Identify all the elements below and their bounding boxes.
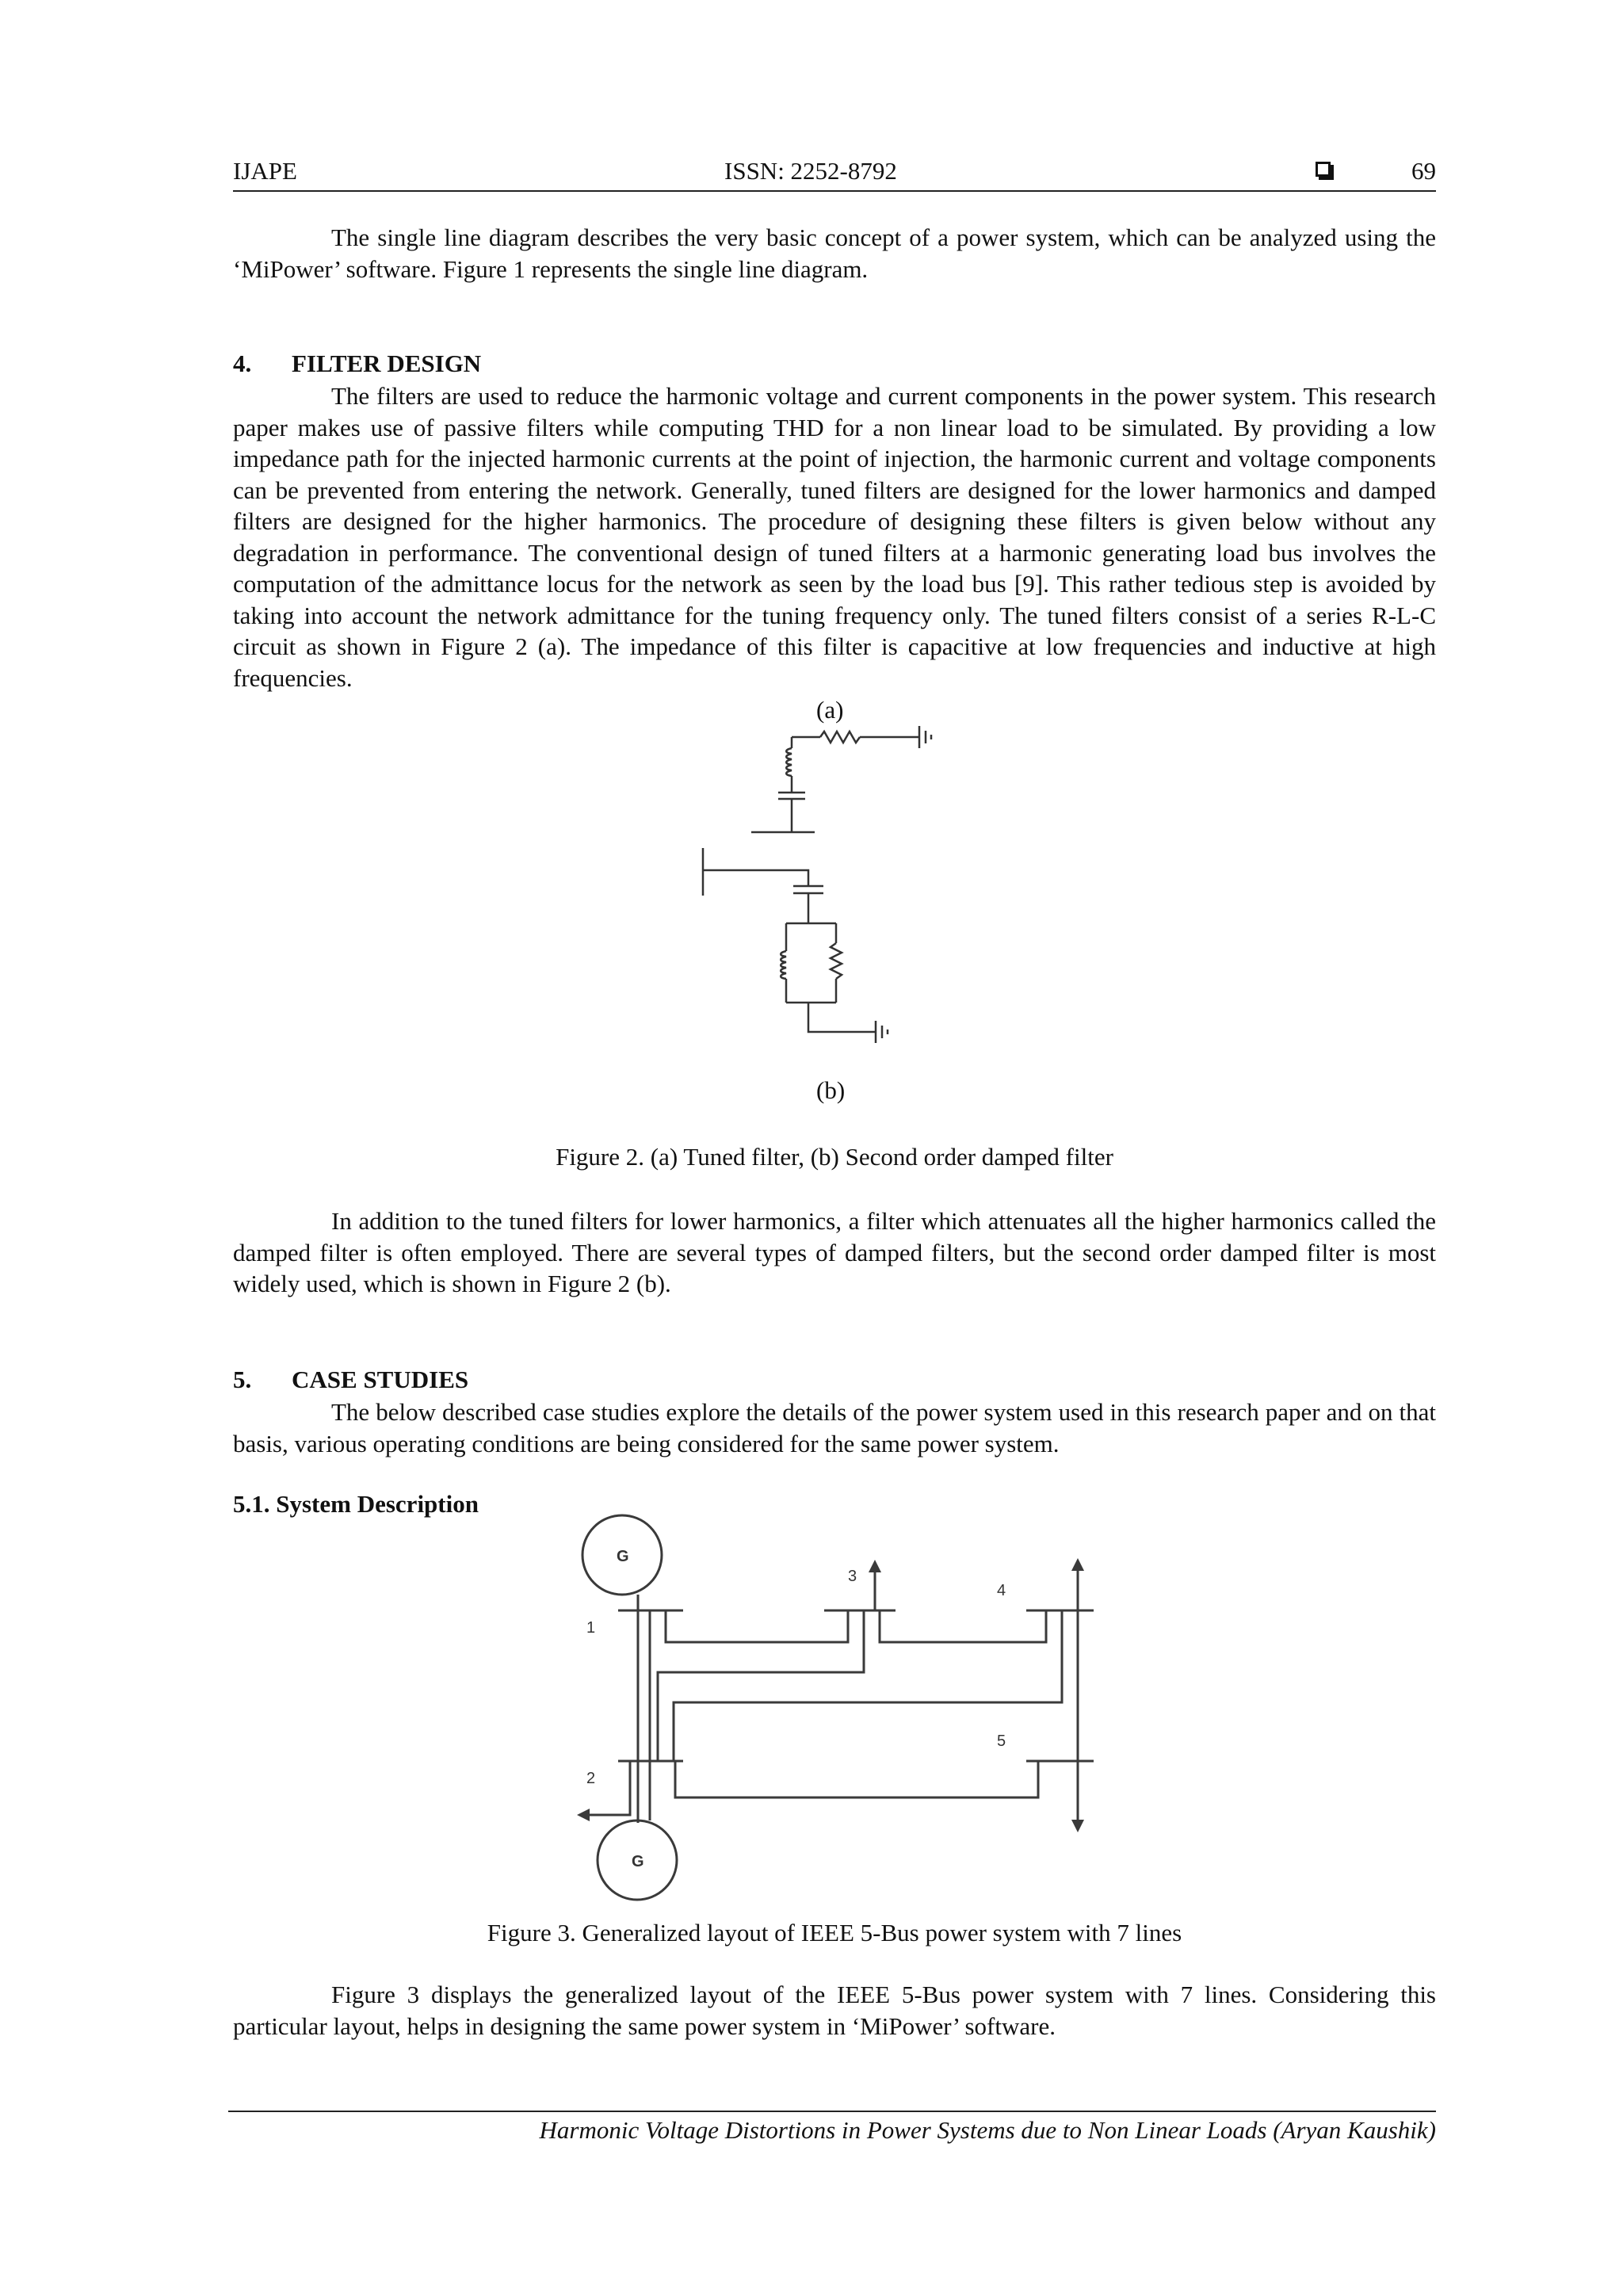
- load-arrow-bus-3: [869, 1560, 881, 1572]
- resistor-zigzag: [820, 732, 860, 743]
- figure-3-ieee-5-bus-diagram: [555, 1514, 1125, 1902]
- section4-paragraph-2: In addition to the tuned filters for lower harmonics, a filter which attenuates all the higher harmonics called the damped filter is often employed. There are several types of damped filters, but the second order damped filter is most widely used, which is shown in Figure 2 (b).: [233, 1207, 1436, 1297]
- section-heading-5: 5. CASE STUDIES: [233, 1366, 469, 1393]
- load-arrow-bus-5: [1071, 1820, 1084, 1832]
- issn: ISSN: 2252-8792: [724, 157, 897, 185]
- generator-2-label: G: [632, 1853, 644, 1870]
- section5-paragraph-1: The below described case studies explore the details of the power system used in this research paper and on that basis, various operating conditions are being considered for the same power system.: [233, 1398, 1436, 1457]
- running-footer: Harmonic Voltage Distortions in Power Systems due to Non Linear Loads (Aryan Kaushik): [539, 2116, 1436, 2144]
- tuned-filter-diagram: [751, 726, 931, 832]
- damped-filter-diagram: [703, 848, 888, 1043]
- figure-2-filter-diagram: [697, 721, 967, 1086]
- bus-label-2: 2: [586, 1770, 596, 1787]
- page-number: 69: [1411, 157, 1436, 185]
- inductor-coil: [786, 748, 792, 776]
- load-arrow-bus-2: [577, 1809, 590, 1821]
- journal-name: IJAPE: [233, 157, 297, 185]
- bus-label-4: 4: [997, 1582, 1006, 1599]
- figure-2-caption: Figure 2. (a) Tuned filter, (b) Second order damped filter: [556, 1143, 1113, 1171]
- fig2-label-b: (b): [816, 1076, 846, 1104]
- intro-paragraph: The single line diagram describes the very basic concept of a power system, which can be analyzed using the ‘MiPower’ software. Figure 1 represents the single line diagram.: [233, 223, 1436, 283]
- section5-paragraph-2: Figure 3 displays the generalized layout of the IEEE 5-Bus power system with 7 lines. Considering this particular layout, helps in designing the same power system in ‘MiPower’ software.: [233, 1981, 1436, 2040]
- section4-paragraph-1: The filters are used to reduce the harmonic voltage and current components in the power system. This research paper makes use of passive filters while computing THD for a non linear load to be simulated. By providing a low impedance path for the injected harmonic currents at the point of injection, the harmonic current and voltage components can be prevented from entering the network. Generally, tuned filters are designed for the lower harmonics and damped filters are designed for the higher harmonics. The procedure of designing these filters is given below without any degradation in performance. The conventional design of tuned filters at a harmonic generating load bus involves the computation of the admittance locus for the network as seen by the load bus [9]. This rather tedious step is avoided by taking into account the network admittance for the tuning frequency only. The tuned filters consist of a series R-L-C circuit as shown in Figure 2 (a). The impedance of this filter is capacitive at low frequencies and inductive at high frequencies.: [233, 382, 1436, 692]
- generator-1-label: G: [617, 1548, 629, 1565]
- figure-3-caption: Figure 3. Generalized layout of IEEE 5-Bus power system with 7 lines: [487, 1919, 1182, 1946]
- section-heading-4: 4. FILTER DESIGN: [233, 350, 482, 377]
- bus-label-5: 5: [997, 1733, 1006, 1750]
- running-header: [233, 154, 1436, 192]
- footer-rule: [228, 2111, 1436, 2112]
- inductor-coil: [781, 951, 786, 979]
- subsection-heading-5-1: 5.1. System Description: [233, 1490, 479, 1518]
- square-bullet-icon: [1316, 162, 1331, 177]
- bus-label-1: 1: [586, 1619, 596, 1637]
- bus-label-3: 3: [848, 1568, 857, 1585]
- resistor-zigzag: [831, 943, 842, 979]
- fig2-label-a: (a): [816, 696, 844, 724]
- load-arrow-bus-4: [1071, 1558, 1084, 1571]
